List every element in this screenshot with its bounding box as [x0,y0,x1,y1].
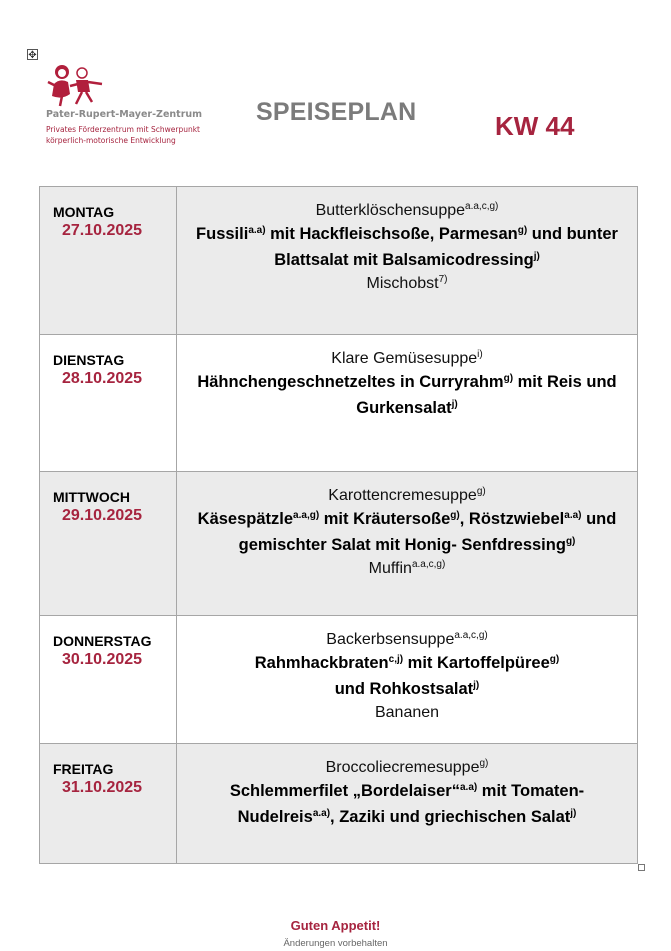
day-date: 31.10.2025 [62,779,143,796]
allergen-code: a.a,c,g) [411,559,446,570]
table-resize-handle[interactable] [638,864,645,871]
day-row [40,187,638,335]
soup-name: Karottencremesuppe [328,487,477,504]
allergen-code: i) [477,349,483,360]
dish-text: Fussili [196,225,249,243]
allergen-code: 7) [438,274,448,285]
allergen-code: g) [517,225,528,236]
menu-cell [177,187,638,335]
dish-text: und bunter Blattsalat mit Balsamicodressing [274,225,618,269]
allergen-code: j) [570,808,577,819]
allergen-code: j) [473,680,480,691]
day-date: 28.10.2025 [62,370,143,387]
allergen-code: j) [533,251,540,262]
main-dish [177,369,637,421]
main-dish [177,778,637,830]
allergen-code: g) [476,486,486,497]
allergen-code: c,j) [388,654,404,665]
dish-text: Rahmhackbraten [254,654,389,672]
dessert-name: Bananen [374,704,440,721]
children-running-logo-icon [40,62,110,107]
dish-text: Hähnchengeschnetzeltes in Curryrahm [197,373,504,391]
page-title: SPEISEPLAN [256,98,417,126]
day-date: 30.10.2025 [62,651,143,668]
soup-name: Backerbsensuppe [326,631,455,648]
dish-text: und gemischter Salat mit Honig- Senfdressing [238,510,617,554]
day-cell [40,616,177,744]
day-date: 27.10.2025 [62,222,143,239]
allergen-code: a.a) [564,510,582,521]
allergen-code: a.a) [312,808,331,819]
day-row [40,335,638,472]
soup [177,485,637,506]
menu-table [39,186,638,864]
menu-cell [177,472,638,616]
dessert [177,702,637,723]
main-dish [177,221,637,273]
allergen-code: g) [549,654,560,665]
day-cell [40,472,177,616]
dessert [177,558,637,579]
main-dish [177,506,637,558]
soup-name: Klare Gemüsesuppe [331,350,478,367]
allergen-code: j) [451,399,458,410]
dessert-name: Mischobst [366,275,439,292]
dish-text: , Zaziki und griechischen Salat [330,808,571,826]
day-date: 29.10.2025 [62,507,143,524]
day-row [40,744,638,864]
dish-text: mit Kräutersoße [319,510,451,528]
day-name: MONTAG [53,204,115,220]
dish-text: Schlemmerfilet „Bordelaiser“ [229,782,460,800]
allergen-code: g) [565,536,576,547]
allergen-code: a.a,c,g) [454,630,488,641]
soup-name: Butterklöschensuppe [315,202,466,219]
dish-text: und Rohkostsalat [334,680,474,698]
menu-cell [177,744,638,864]
allergen-code: g) [479,758,489,769]
organization-subtitle [46,124,200,146]
dessert-name: Muffin [368,560,412,577]
allergen-code: a.a,g) [293,510,320,521]
table-move-handle-icon[interactable]: ✥ [28,50,37,61]
soup [177,757,637,778]
dish-text: mit Reis und Gurkensalat [356,373,617,417]
day-row [40,616,638,744]
allergen-code: g) [450,510,460,521]
day-row [40,472,638,616]
allergen-code: a.a) [459,782,478,793]
dish-text: mit Hackfleischsoße, Parmesan [265,225,518,243]
organization-logo [40,62,203,152]
menu-cell [177,335,638,472]
subtitle-line-2: körperlich-motorische Entwicklung [46,136,176,145]
allergen-code: a.a,c,g) [465,201,499,212]
day-name: FREITAG [53,761,114,777]
organization-name: Pater-Rupert-Mayer-Zentrum [46,109,203,120]
day-cell [40,187,177,335]
day-name: DONNERSTAG [53,633,152,649]
dish-text: Käsespätzle [197,510,294,528]
subtitle-line-1: Privates Förderzentrum mit Schwerpunkt [46,125,200,134]
dessert [177,273,637,294]
disclaimer: Änderungen vorbehalten [283,938,388,949]
main-dish [177,650,637,702]
soup [177,200,637,221]
day-cell [40,335,177,472]
dish-text: mit Kartoffelpüree [403,654,550,672]
dish-text: mit Tomaten-Nudelreis [237,782,585,826]
menu-cell [177,616,638,744]
soup-name: Broccoliecremesuppe [325,759,480,776]
allergen-code: a.a) [248,225,266,236]
allergen-code: g) [503,373,514,384]
day-name: DIENSTAG [53,352,125,368]
greeting: Guten Appetit! [290,918,381,933]
day-cell [40,744,177,864]
day-name: MITTWOCH [53,489,130,505]
soup [177,629,637,650]
calendar-week: KW 44 [495,111,575,141]
dish-text: , Röstzwiebel [459,510,565,528]
soup [177,348,637,369]
